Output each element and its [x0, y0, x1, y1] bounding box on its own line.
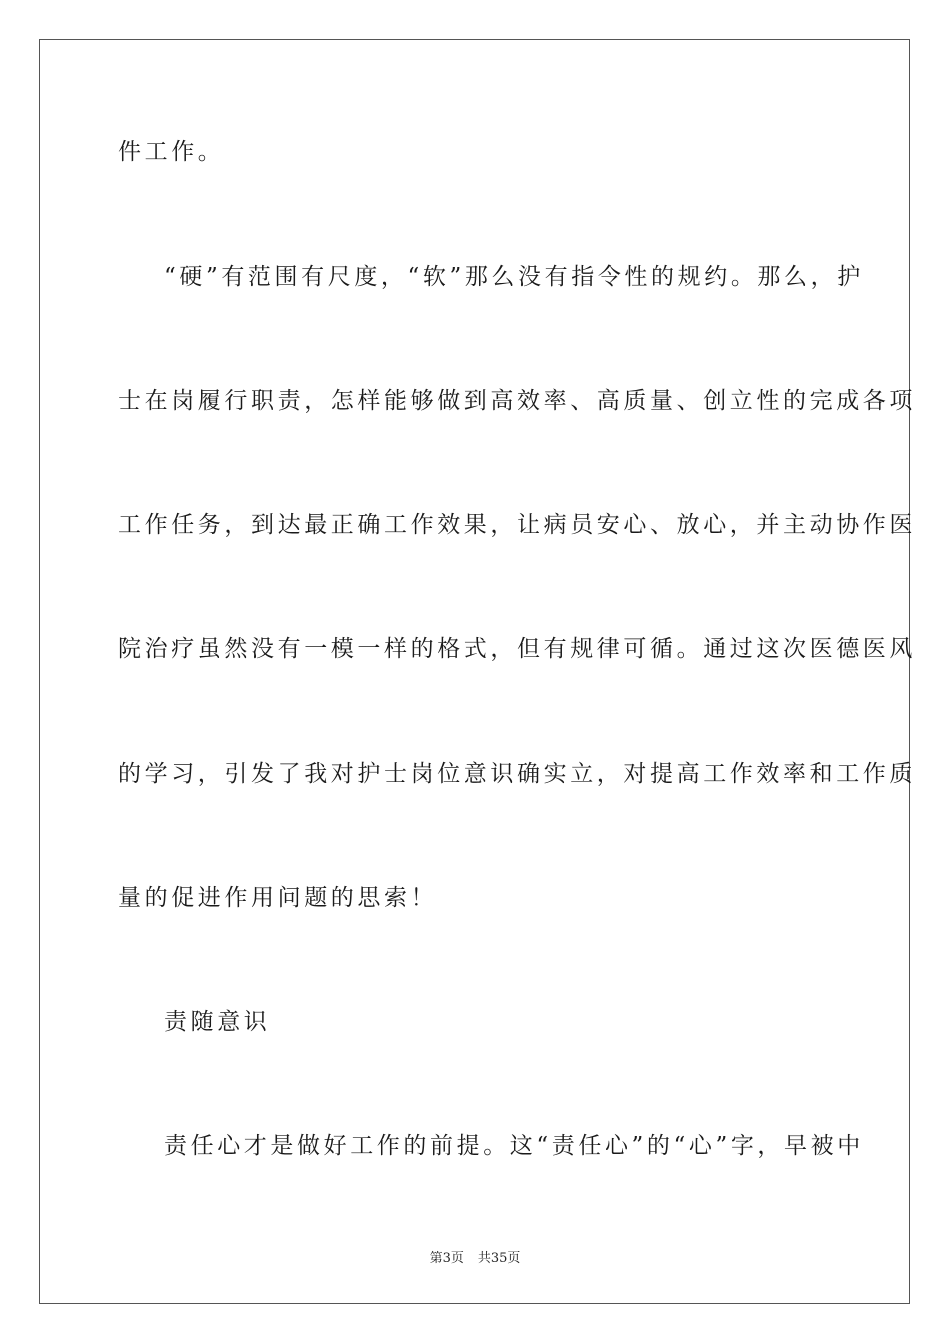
text-line-7: 量的促进作用问题的思索！	[118, 885, 438, 911]
page-footer	[0, 1247, 950, 1266]
text-line-2: “硬”有范围有尺度，“软”那么没有指令性的规约。那么，护	[164, 264, 864, 290]
text-line-1: 件工作。	[118, 139, 225, 165]
text-line-6: 的学习，引发了我对护士岗位意识确实立，对提高工作效率和工作质	[118, 761, 916, 787]
section-heading: 责随意识	[164, 1009, 271, 1035]
text-line-4: 工作任务，到达最正确工作效果，让病员安心、放心，并主动协作医	[118, 512, 916, 538]
text-line-5: 院治疗虽然没有一模一样的格式，但有规律可循。通过这次医德医风	[118, 636, 916, 662]
page-total: 共35页	[477, 1251, 521, 1266]
page-number: 第3页	[429, 1251, 464, 1266]
text-line-9: 责任心才是做好工作的前提。这“责任心”的“心”字，早被中	[164, 1133, 864, 1159]
page-border	[39, 39, 910, 1304]
text-line-3: 士在岗履行职责，怎样能够做到高效率、高质量、创立性的完成各项	[118, 388, 916, 414]
